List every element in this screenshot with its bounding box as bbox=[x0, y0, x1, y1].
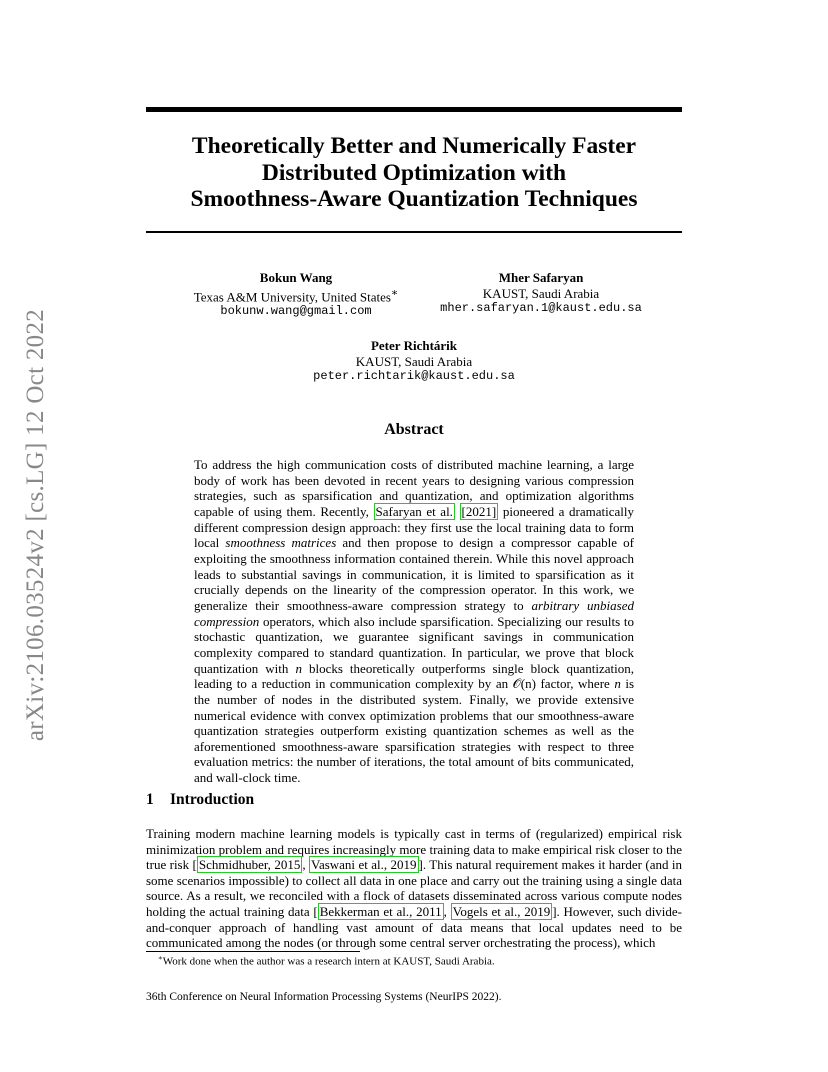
footnote-rule bbox=[146, 951, 360, 952]
author-name: Mher Safaryan bbox=[498, 270, 584, 285]
footnote: ∗Work done when the author was a research intern at KAUST, Saudi Arabia. bbox=[158, 954, 495, 968]
citation-link[interactable]: [2021] bbox=[461, 503, 497, 519]
abstract-heading: Abstract bbox=[384, 421, 444, 438]
author-name: Bokun Wang bbox=[259, 270, 333, 285]
venue-note: 36th Conference on Neural Information Processing Systems (NeurIPS 2022). bbox=[146, 991, 502, 1003]
author-block bbox=[176, 270, 416, 320]
author-block bbox=[421, 270, 661, 317]
intro-paragraph: Training modern machine learning models is typically cast in terms of (regularized) empirical risk minimization problem and requires increasingly more training data to make empirical risk closer to the true risk [ Schmidhuber, 2015 , Vaswani et al., 2019 ]. This natural requirement makes it harder (and in some scenarios impossible) to collect all data in one place and carry out the training using a single data source. As a result, we reconciled with a flock of datasets disseminated across various compute nodes holding the actual training data [ Bekkerman et al., 2011 , Vogels et al., 2019 ]. However, such divide-and-conquer approach of handling vast amount of data means that local updates need to be communicated among the nodes (or through some central server orchestrating the process), which bbox=[146, 826, 683, 951]
citation-link[interactable]: Schmidhuber, 2015 bbox=[198, 857, 301, 873]
abstract-body: To address the high communication costs of distributed machine learning, a large body of work has been devoted in recent years to designing various compression strategies, such as sparsification and quantization, and optimization algorithms capable of using them. Recently, Safaryan et al. [2021] pioneered a dramatically different compression design approach: they first use the local training data to form local smoothness matrices and then propose to design a compressor capable of exploiting the smoothness information contained therein. While this novel approach leads to substantial savings in communication, it is limited to sparsification as it crucially depends on the linearity of the compression operator. In this work, we generalize their smoothness-aware compression strategy to arbitrary unbiased compression operators, which also include sparsification. Specializing our results to stochastic quantization, we guarantee significant savings in communication complexity compared to standard quantization. In particular, we prove that block quantization with n blocks theoretically outperforms single block quantization, leading to a reduction in communication complexity by an 𝒪(n) factor, where n is the number of nodes in the distributed system. Finally, we provide extensive numerical evidence with convex optimization problems that our smoothness-aware quantization strategies outperform existing quantization schemes as well as the aforementioned smoothness-aware sparsification strategies with respect to three evaluation metrics: the number of iterations, the total amount of bits communicated, and wall-clock time. bbox=[194, 457, 635, 786]
author-block bbox=[294, 338, 534, 385]
citation-link[interactable]: Safaryan et al. bbox=[375, 503, 453, 519]
citation-link[interactable]: Bekkerman et al., 2011 bbox=[319, 903, 442, 919]
citation-link[interactable]: Vogels et al., 2019 bbox=[452, 903, 551, 919]
author-email[interactable]: mher.safaryan.1@kaust.edu.sa bbox=[440, 301, 642, 315]
author-email[interactable]: bokunw.wang@gmail.com bbox=[220, 304, 372, 319]
title-rule-bottom bbox=[146, 231, 682, 233]
author-affiliation: KAUST, Saudi Arabia bbox=[355, 353, 473, 369]
citation-link[interactable]: Vaswani et al., 2019 bbox=[311, 857, 417, 873]
paper-title: Theoretically Better and Numerically Faster Distributed Optimization with Smoothness-Aware Quantization Techniques bbox=[190, 133, 638, 212]
author-affiliation: KAUST, Saudi Arabia bbox=[482, 285, 600, 301]
title-rule-top bbox=[146, 107, 682, 112]
section-heading: 1 Introduction bbox=[146, 791, 255, 808]
author-email[interactable]: peter.richtarik@kaust.edu.sa bbox=[313, 369, 515, 383]
author-affiliation: Texas A&M University, United States∗ bbox=[193, 286, 399, 304]
author-name: Peter Richtárik bbox=[370, 338, 458, 353]
arxiv-stamp: arXiv:2106.03524v2 [cs.LG] 12 Oct 2022 bbox=[22, 308, 49, 742]
